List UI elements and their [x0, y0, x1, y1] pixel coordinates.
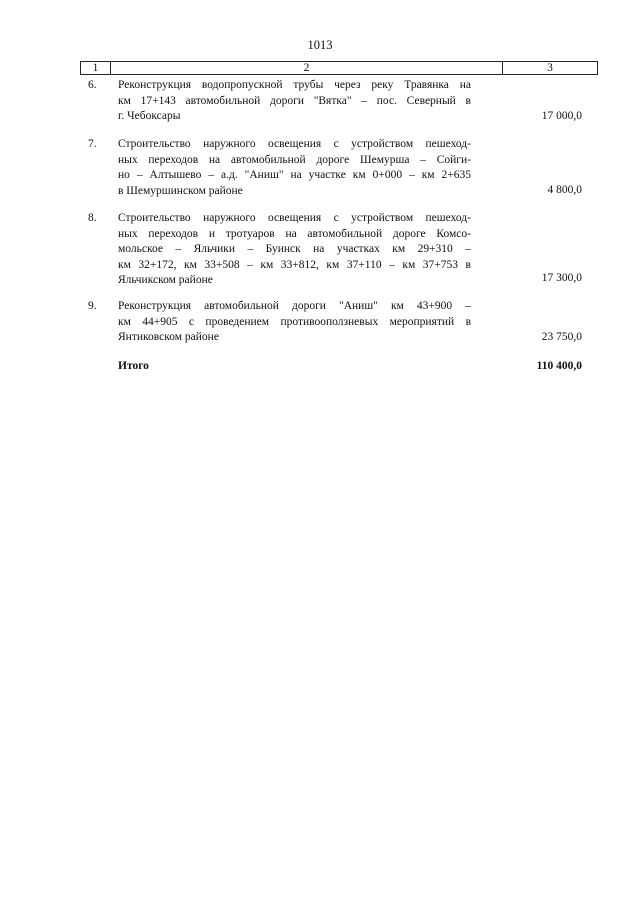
- row-text-line: Янтиковском районе: [118, 331, 219, 344]
- total-amount: 110 400,0: [536, 360, 582, 372]
- row-text-line: г. Чебоксары: [118, 110, 181, 123]
- row-description: [118, 78, 471, 125]
- header-col-3: 3: [547, 62, 553, 74]
- row-text-line: Строительство наружного освещения с устройством пешеход-: [118, 212, 471, 224]
- row-number: 8.: [88, 212, 97, 224]
- row-text-line: км 44+905 с проведением противооползневых мероприятий в: [118, 315, 471, 328]
- row-text-line: но – Алтышево – а.д. "Аниш" на участке км 0+000 – км 2+635: [118, 169, 471, 182]
- row-text-line: Яльчикском районе: [118, 274, 213, 287]
- header-col-1: 1: [81, 62, 111, 74]
- row-description: [118, 299, 471, 346]
- row-description: [118, 211, 471, 289]
- table-header: [80, 61, 598, 75]
- row-amount: 17 000,0: [541, 110, 582, 122]
- row-amount: 4 800,0: [547, 184, 582, 196]
- row-text-line: мольское – Яльчики – Буинск на участках км 29+310 –: [118, 243, 471, 256]
- row-text-line: Строительство наружного освещения с устройством пешеход-: [118, 138, 471, 150]
- row-text-line: ных переходов на автомобильной дороге Шемурша – Сойги-: [118, 153, 471, 166]
- row-number: 7.: [88, 138, 97, 150]
- header-col-2: 2: [111, 62, 503, 74]
- row-amount: 17 300,0: [541, 272, 582, 284]
- page-number: 1013: [307, 38, 333, 52]
- row-text-line: Реконструкция автомобильной дороги "Аниш" км 43+900 –: [118, 300, 471, 312]
- row-amount: 23 750,0: [541, 331, 582, 343]
- row-text-line: ных переходов и тротуаров на автомобильной дороге Комсо-: [118, 227, 471, 240]
- row-number: 6.: [88, 79, 97, 91]
- row-description: [118, 137, 471, 199]
- row-text-line: км 32+172, км 33+508 – км 33+812, км 37+110 – км 37+753 в: [118, 258, 471, 271]
- row-text-line: в Шемуршинском районе: [118, 184, 243, 197]
- row-text-line: Реконструкция водопропускной трубы через реку Травянка на: [118, 79, 471, 91]
- row-number: 9.: [88, 300, 97, 312]
- row-text-line: км 17+143 автомобильной дороги "Вятка" – пос. Северный в: [118, 94, 471, 107]
- total-label: Итого: [118, 360, 149, 372]
